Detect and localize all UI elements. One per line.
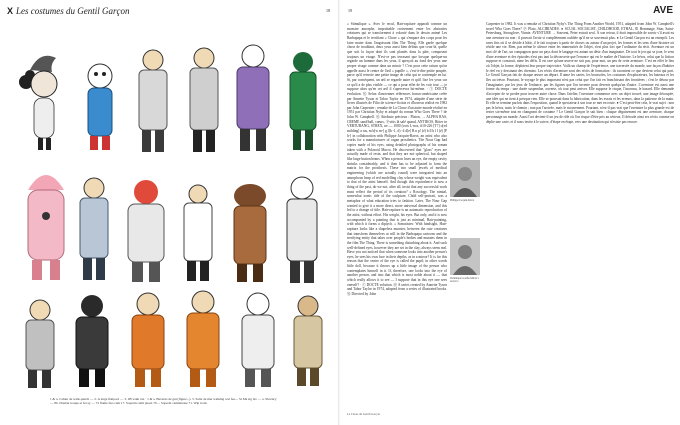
costume-figure-7 — [28, 175, 64, 280]
section-mark: X — [7, 6, 14, 16]
costume-figure-13 — [26, 300, 54, 388]
costume-figure-4 — [190, 48, 218, 152]
costume-figure-1 — [19, 56, 57, 150]
costume-figure-5 — [237, 45, 269, 151]
portrait-photo-1-image — [450, 160, 480, 197]
portrait-photo-1 — [450, 160, 480, 197]
costume-figure-12 — [287, 177, 317, 283]
costume-figure-17 — [242, 293, 274, 387]
portrait-caption-1: Philippe Jacquin-Ravot — [450, 199, 475, 202]
portrait-photo-2-image — [450, 238, 480, 275]
costume-figure-8 — [80, 178, 108, 280]
portrait-photo-2 — [450, 238, 480, 275]
right-column-text: Carpenter in 1982. It was a remake of Christian Nyby's The Thing From Another World, 1951, adapted from John W. Campbell's novel Who Goes There? Ⓟ Plato, ALCIBIADES. ● SCUAL SOCIALIST, CHILDHOOD, ETHAL, Œ Hommage, Sitar, Saint-Petersburg, Stronglove, Vinnie. AVENTURE → Souvent, Peter extrait seul. À son retour, il était impossible de savoir s'il avait eu une aventure ou non : il pouvait l'avoir si complètement oubliée qu'il ne se souvenait plus. ● Le Gentil Garçon est un entrepôt. Les rares fins où il se décide à bâtir, il le fait toujours à partir de choses ou autour d'un projet, les formes et les sens d'une histoire où réside une vie. Rien, pas même le silence entre les immensités de l'objet, n'est plus fort que l'ordinaire du récit. Aventure est un mot clé de l'art, un compagnon pour un pays dont le langage est autant un désir d'un imaginaire. De tout le jeu qui se joue, le sens d'une aventure et des épisodes n'est pas tant la découverte que l'errance qui est le maître de l'histoire. Le héros, celui que la fiction suppose et construit, aime les défis. Il est rare qu'une œuvre ne soit pas, pour moi, un peu de cette aventure. C'est en effet le lieu où l'objet, la forme, déploient leur propre trajectoire. Voilà un champ de l'expérience, une traversée du monde, une façon d'habiter le réel en y dessinant des chemins. Les récits d'aventure sont des récits de formation : ils racontent ce que devient celui qui part. Le Gentil Garçon fait de chaque œuvre un départ. Il aime les cartes, les boussoles, les costumes d'explorateurs, les bateaux et les îles au trésor. Pourtant, le voyage le plus important n'est pas celui que l'on fait en franchissant des frontières ; c'est le détour par l'imaginaire, par les jeux de l'enfance, par les figures que l'on invente pour devenir quelqu'un d'autre. L'aventure est aussi une forme du temps : une durée suspendue, ouverte, où tout peut arriver. Elle suppose le risque, l'inconnu, le hasard. Elle demande d'accepter de se perdre pour trouver autre chose. Dans l'atelier, l'aventure commence avec un objet trouvé, une image découpée, une idée qui ne tient à presque rien. Elle se poursuit dans la fabrication, dans les essais et les erreurs, dans la patience de la main. Et elle se termine parfois dans l'exposition, quand le spectateur à son tour se met en route. ● C'est peut-être cela, le vrai sujet : non pas le héros, mais le chemin ; non pas l'arrivée, mais le mouvement. Pourtant, n'est-il pas vrai que l'aventure la plus grande est de rester soi-même tout en changeant de costume ? Le Gentil Garçon le sait bien : chaque déguisement est une aventure, chaque personnage un monde. Aussi l'art devient-il un jeu de rôle où l'on risque d'être pris au sérieux. Il déroule ainsi ses récits comme on déplie une carte, et il nous invite à le suivre, d'étape en étape, vers une destination qui n'existe pas encore. — [486, 22, 674, 124]
plate-caption: 1 & a. Cahier de walk-punch — 2. A large fishpool — 3. 2B walk ton · 1 & a. Baverns de gui (figure...). 5. Salta de mer walking wal fes— Si Ma sig lav — a. Shorncy — 8b. Double troupe et fei ay — 72 flame fers cam 17. Sopertn cami ploen 70 ... Sopertn caminisone 71. Wip troin. — [50, 397, 277, 406]
page-footer: La Chose du Gentil Garçon — [347, 412, 380, 416]
right-page — [340, 0, 680, 425]
costume-figure-9 — [128, 180, 164, 282]
portrait-caption-2: Dominique Gonfle-Miroir a sauvé la — [450, 277, 479, 284]
costume-figure-11 — [234, 184, 266, 282]
left-running-header — [7, 6, 130, 16]
right-running-title: AVE — [653, 5, 673, 16]
costume-figure-6 — [290, 52, 316, 150]
costume-figure-2 — [88, 64, 112, 150]
right-page-right-column — [486, 22, 674, 412]
right-page-left-column — [347, 22, 447, 412]
left-page-number: 18 — [326, 8, 330, 13]
costume-figure-10 — [184, 185, 212, 281]
left-running-title: Les costumes du Gentil Garçon — [16, 6, 130, 16]
left-column-text: « Stimulique ». Avec le recul, Hair-rapiture apparaît comme un monstre amorphe, improbable croisement entre les abstraites créatures qui se transforment à volonté dans le dessin animé Les Barbapapa et le terrifiant « Chose » qui s'empare des corps pour les faire muter dans l'angoissant film The Thing. Elle garde quelque chose de troublant, deux yeux aussi bien définis que ceux-là, quelle que soit la façon dont ils sont plantés dans la pâte, composent toujours un visage. N'est-ce pas terrasant que lorsque quelque-un regarde un homme dans les yeux, il aperçoit au fond des yeux une propre visage comme dans un miroir ? C'est pour cette raison qu'on appelle aussi le centre de l'œil « pupille », c'est-à-dire petite poupée, parce qu'il renvoie une petite image de celui qui se contemple en lui. Si, par conséquent, un œil se regarde autre et qu'il fixe les yeux sur ce qu'il a de plus visible — ce qui a pour effet de les voir tout — je suppose alors qu'en cet œil il s'apercevra lui-même. · Ⓣ DOCTE évolution. Ⓦ Selon d'anciennes références franco-américaine créée par Annette Tyson et Tabor Taylor en 1974, adaptée d'une série de livres illustrés de Filio de science-fiction et d'horreur réalisé en 1982 par John Carpenter ; remake de La Chose d'un autre monde réalisé en 1951 par Christian Nyby et adapté du roman Who Goes There ? de John W. Campbell. Ⓦ Attribute précieux : Platon, → ALPHA RAS, CREME sand/ball, cœurs, Ⓟvitis là salé quand, ANTIKOS, Ritter in VERTURANG, STREX, ne — 1000 (vois L-nos, #10-226 [T?] o[ed milding] a ras, m b[w m-] g l[b -1, d) -4 d[e] B n p! (é) b ll b l l (é) [P h-] in collaboration with Philippe Jacquin-Ravot, an artist who also works for a manufacturer of organ prosthetics. The Nour Gap had copies made of his eyes, using detailed photographs of his roman taken with a Polaroid Macro. He discovered that "glass" eyes are actually made of resin, and that they are not spherical, but shaped like large button beans. When a person loses an eye, the empty cavity shrinks considerably, and it then has to be adjusted to form the matrix for the prosthesis. These two small jewels of medical engineering (which are actually round) were integrated into an amorphous heap of red modelling clay whose weight was equivalent to that of the artist himself. And though this equivalence is now a thing of the past, do we not, after all, insist that any successful work must reflect the period of its creation? « Rosology. The nimial, somewhat ironic title of the sculpture, Child self-portrait, was a metaphor of what education tries to fashion. Later, The Nour Gap wanted to give it a more direct, more universal dimension, and this led to a change of title. Hair-rapiture is an automatic reproduction of the artist, without effort. His weight, his eyes. But only, and it is now accompanied by a painting that is just as minimal, Hair-painting, with which it forms a diptych. « Somatistes: With hindsight, Hair-rapiture looks like a shapeless monster, between the cute creatures that transform themselves at will in the Barbapapa cartoons and the terrifying entity that takes over people's bodies and mutates them in the film The Thing. There is something disturbing about it. And such well-defined eyes, however they are set in the clay, always seem real. Have you not noticed that when someone looks into another person's eyes, he sees his own face in their depths, as in a mirror? It is for this reason that the centre of the eye is called the pupil; in other words little doll, because it throws up a little image of the person who contemplates himself in it. If, therefore, one looks into the eye of another person, and into that which is most noble about it — that which really allows it to see — I suppose that in this eye one sees oneself? · Ⓣ DOCTE volution. Ⓦ A series created by Annette Tyson and Tabor Taylor in 1974, adapted from a series of illustrated books. Ⓦ Directed by John — [347, 22, 447, 297]
costume-figure-14 — [76, 295, 108, 387]
costume-figure-18 — [294, 296, 322, 386]
right-page-number: 19 — [348, 8, 352, 13]
costume-illustration-plate — [8, 20, 332, 395]
costume-figure-3 — [139, 50, 167, 152]
costume-figure-16 — [187, 291, 219, 387]
costume-figure-15 — [132, 293, 164, 387]
